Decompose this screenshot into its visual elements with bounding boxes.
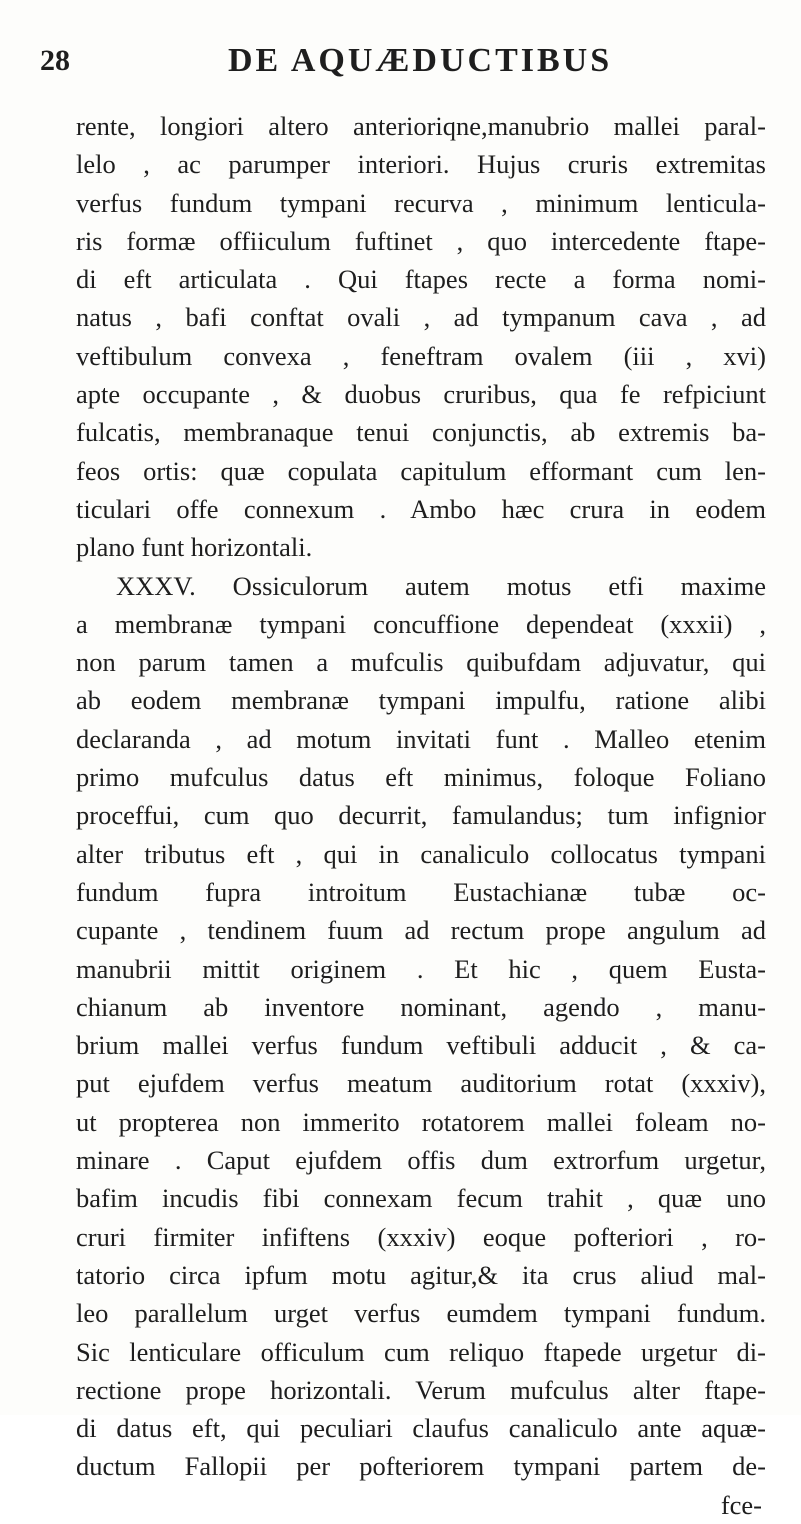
running-title: DE AQUÆDUCTIBUS (228, 42, 613, 79)
page-number: 28 (40, 44, 70, 77)
text-line: XXXV. Ossiculorum autem motus etfi maxime (116, 570, 766, 601)
text-line: fulcatis, membranaque tenui conjunctis, ab extremis ba- (76, 417, 766, 448)
text-line: veftibulum convexa , feneftram ovalem (iii , xvi) (76, 340, 766, 371)
text-line: di datus eft, qui peculiari claufus canaliculo ante aquæ- (76, 1413, 766, 1444)
text-line: di eft articulata . Qui ftapes recte a forma nomi- (76, 264, 766, 295)
text-line: ut propterea non immerito rotatorem mallei foleam no- (76, 1106, 766, 1137)
text-line: ductum Fallopii per pofteriorem tympani partem de- (76, 1451, 766, 1482)
text-line: a membranæ tympani concuffione dependeat (xxxii) , (76, 608, 766, 639)
text-line: rente, longiori altero anterioriqne,manubrio mallei paral- (76, 111, 766, 141)
text-line: alter tributus eft , qui in canaliculo collocatus tympani (76, 838, 766, 869)
text-line: non parum tamen a mufculis quibufdam adjuvatur, qui (76, 647, 766, 678)
catchword: fce- (720, 1489, 762, 1520)
text-line: Sic lenticulare officulum cum reliquo ftapede urgetur di- (76, 1336, 766, 1367)
text-line: rectione prope horizontali. Verum mufculus alter ftape- (76, 1374, 766, 1405)
text-line: lelo , ac parumper interiori. Hujus cruris extremitas (76, 149, 766, 180)
text-line: primo mufculus datus eft minimus, foloque Foliano (76, 762, 766, 793)
text-line: chianum ab inventore nominant, agendo , manu- (76, 991, 766, 1022)
text-line: declaranda , ad motum invitati funt . Malleo etenim (76, 723, 766, 754)
text-line: brium mallei verfus fundum veftibuli adducit , & ca- (76, 1030, 766, 1061)
text-line: cruri firmiter infiftens (xxxiv) eoque pofteriori , ro- (76, 1221, 766, 1252)
text-line: fundum fupra introitum Eustachianæ tubæ oc- (76, 876, 766, 907)
text-line: ticulari offe connexum . Ambo hæc crura in eodem (76, 493, 766, 524)
text-line: verfus fundum tympani recurva , minimum lenticula- (76, 187, 766, 218)
text-line: proceffui, cum quo decurrit, famulandus; tum infignior (76, 800, 766, 831)
text-line: cupante , tendinem fuum ad rectum prope angulum ad (76, 915, 766, 946)
text-line: tatorio circa ipfum motu agitur,& ita crus aliud mal- (76, 1259, 766, 1290)
text-line: leo parallelum urget verfus eumdem tympani fundum. (76, 1298, 766, 1329)
text-line: apte occupante , & duobus cruribus, qua fe refpiciunt (76, 379, 766, 410)
page-header (40, 20, 761, 80)
text-line: natus , bafi conftat ovali , ad tympanum cava , ad (76, 302, 766, 333)
text-line: bafim incudis fibi connexam fecum trahit , quæ uno (76, 1183, 766, 1214)
text-line: manubrii mittit originem . Et hic , quem Eusta- (76, 953, 766, 984)
body-text (76, 107, 766, 1524)
text-line: feos ortis: quæ copulata capitulum efformant cum len- (76, 455, 766, 486)
text-line: ris formæ offiiculum fuftinet , quo intercedente ftape- (76, 225, 766, 256)
text-line: put ejufdem verfus meatum auditorium rotat (xxxiv), (76, 1068, 766, 1099)
text-line: plano funt horizontali. (76, 532, 313, 563)
text-line: minare . Caput ejufdem offis dum extrorfum urgetur, (76, 1145, 766, 1176)
text-line: ab eodem membranæ tympani impulfu, ratione alibi (76, 685, 766, 716)
